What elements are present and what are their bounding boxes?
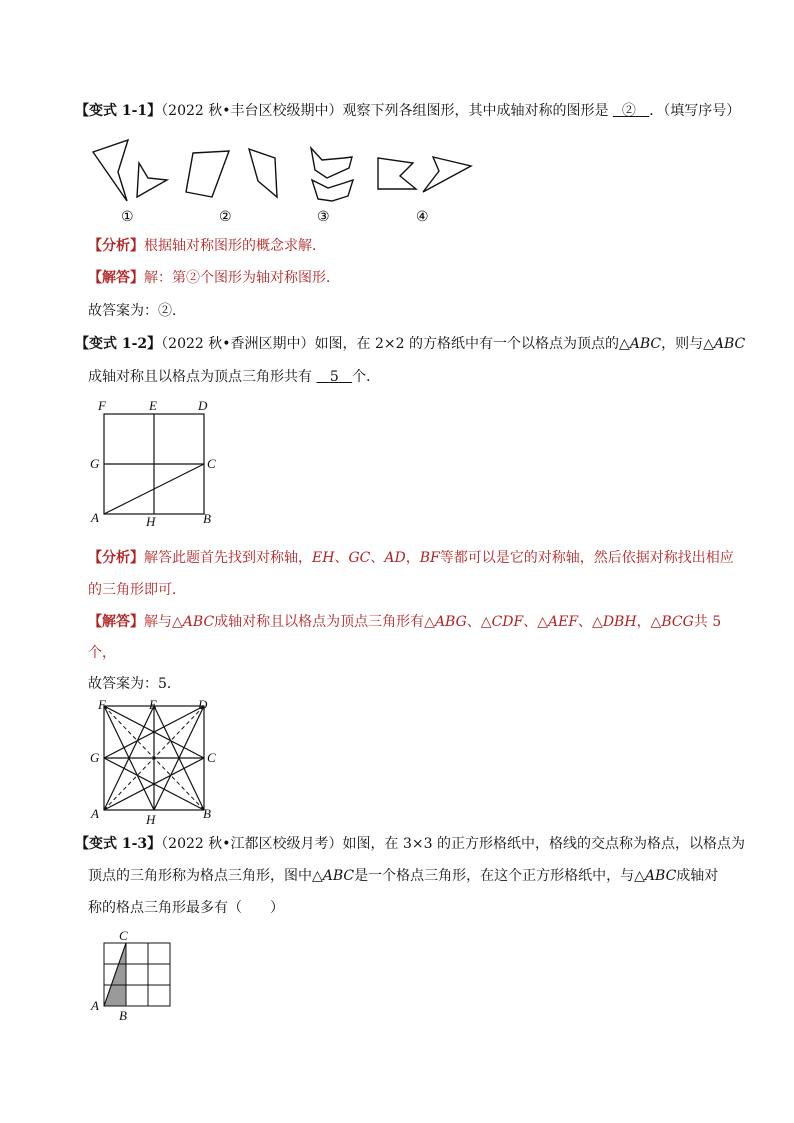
q1-tag: 【变式 1-1】 [75,103,162,119]
q2-analysis-line2: 的三角形即可． [88,582,186,598]
q2-analysis-l1a: 解答此题首先找到对称轴， [144,550,312,566]
q2-tri-sep-2: 、△ [523,614,548,630]
q2-tri-sep-4: ，△ [636,614,662,630]
q3-label-a: A [91,998,99,1013]
q3-label-b: B [119,1008,127,1023]
q2-label-f: F [98,398,106,413]
q3-text-l2b: 是一个格点三角形，在这个正方形格纸中，与△ [354,868,645,884]
q1-solution-tag: 【解答】 [88,270,144,286]
q2-axis-sep-3: ， [405,550,420,566]
q2-label-a: A [91,510,99,525]
q1-final-answer: 故答案为：②． [88,303,186,319]
q2-axis-ad: AD [384,550,406,566]
q2-triangle-dbh: DBH [602,614,637,630]
q2-sol-label-e: E [149,697,157,712]
q2-label-d: D [198,398,208,413]
q1-text-before: （2022 秋•丰台区校级期中）观察下列各组图形，其中成轴对称的图形是 [161,103,609,119]
q1-solution-text: 解：第②个图形为轴对称图形． [144,270,340,286]
q2-sol-label-f: F [98,697,106,712]
q1-fig-label-4: ④ [416,210,429,225]
q2-solution-l1b: 成轴对称且以格点为顶点三角形有△ [214,614,435,630]
q1-fig-label-3: ③ [317,210,330,225]
q2-axis-gc: GC [348,550,371,566]
q1-analysis-tag: 【分析】 [88,238,144,254]
q2-final-answer: 故答案为：5． [88,676,181,692]
q2-triangle-abg: ABG [434,614,467,630]
q2-label-c: C [207,456,216,471]
q1-text-after: ．（填写序号） [649,103,741,119]
q1-fig-label-2: ② [219,210,232,225]
q2-axis-sep-2: 、 [370,550,385,566]
q2-solution-l1a: 解与△ [144,614,183,630]
q2-tag: 【变式 1-2】 [75,336,162,352]
q2-abc-1: ABC [629,336,662,352]
q2-triangle-cdf: CDF [491,614,524,630]
q3-stem-line3: 称的格点三角形最多有（ ） [88,900,284,916]
q3-abc-2: ABC [644,868,677,884]
q3-tag: 【变式 1-3】 [75,836,162,852]
q2-axis-sep-1: 、 [334,550,349,566]
q2-solution-line2: 个， [88,645,116,661]
q2-analysis-tag: 【分析】 [88,550,144,566]
q3-text-l1: （2022 秋•江都区校级月考）如图，在 3×3 的正方形格纸中，格线的交点称为格点，以格点为 [161,836,745,852]
q2-sol-label-b: B [203,806,211,821]
q2-label-b: B [203,511,211,526]
q1-answer: ② [621,103,636,119]
q2-text-l2b: 个． [352,369,381,385]
q3-text-l2a: 顶点的三角形称为格点三角形，图中△ [88,868,323,884]
q2-label-h: H [146,514,156,529]
q1-analysis-text: 根据轴对称图形的概念求解． [144,238,326,254]
q2-label-e: E [149,398,157,413]
q2-sol-label-d: D [198,697,208,712]
q2-text-l1b: ，则与△ [661,336,714,352]
q2-solution-tag: 【解答】 [88,614,144,630]
q2-sol-label-c: C [207,750,216,765]
q3-label-c: C [119,928,128,943]
q3-text-l2c: 成轴对 [676,868,719,884]
q2-triangle-bcg: BCG [661,614,694,630]
q2-label-g: G [90,456,100,471]
q2-abc-2: ABC [713,336,746,352]
q2-sol-label-a: A [91,806,99,821]
q2-axis-bf: BF [419,550,440,566]
q1-fig-label-1: ① [121,210,134,225]
q2-text-l1a: （2022 秋•香洲区期中）如图，在 2×2 的方格纸中有一个以格点为顶点的△ [161,336,630,352]
q2-tri-sep-3: 、△ [578,614,603,630]
q3-abc-1: ABC [322,868,355,884]
q2-sol-label-g: G [90,750,100,765]
q2-sol-label-h: H [146,812,156,827]
q2-triangle-aef: AEF [548,614,579,630]
q2-axis-eh: EH [312,550,335,566]
q2-analysis-l1b: 等都可以是它的对称轴，然后依据对称找出相应 [439,550,734,566]
q2-text-l2a: 成轴对称且以格点为顶点三角形共有 [88,369,312,385]
q2-tri-sep-1: 、△ [466,614,492,630]
q2-solution-abc: ABC [182,614,215,630]
q2-solution-l1c: 共 5 [693,614,722,630]
q2-answer: 5 [329,369,339,385]
